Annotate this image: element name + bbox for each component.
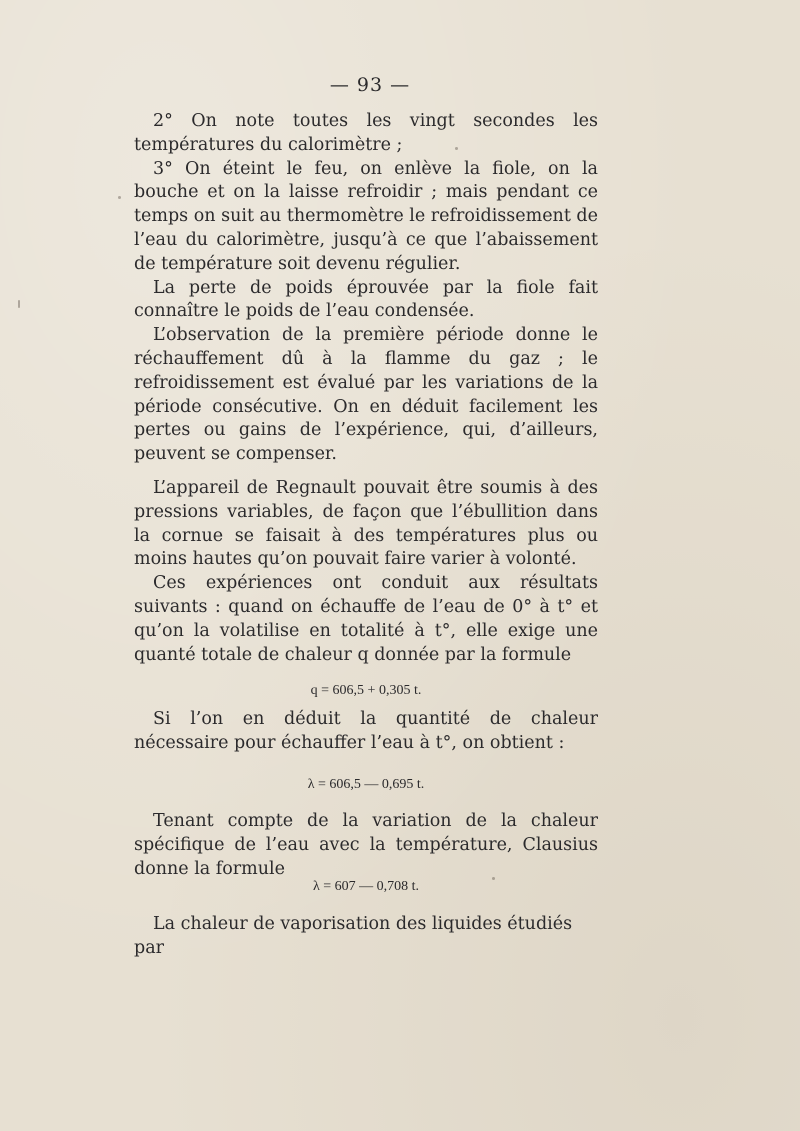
paragraph: L’appareil de Regnault pouvait être soumis à des pressions variables, de façon que l’ébullition dans la cornue se faisait à des températures plus ou moins hautes qu’on pouvait faire varier à volonté. — [134, 478, 598, 570]
text-block-middle — [134, 477, 598, 667]
paragraph: Ces expériences ont conduit aux résultats suivants : quand on échauffe de l’eau de 0° à t° et qu’on la volatilise en totalité à t°, elle exige une quanté totale de chaleur q donnée par la formule — [134, 573, 598, 665]
paragraph: 2° On note toutes les vingt secondes les températures du calorimètre ; — [134, 111, 598, 155]
text-block-after-formula-1 — [134, 708, 598, 756]
paper-speck — [118, 196, 121, 199]
text-block-last — [134, 913, 598, 961]
paragraph: L’observation de la première période donne le réchauffement dû à la flamme du gaz ; le refroidissement est évalué par les variations de la période consécutive. On en déduit facilement les pertes ou gains de l’expérience, qui, d’ailleurs, peuvent se compenser. — [134, 325, 598, 465]
formula-q: q = 606,5 + 0,305 t. — [310, 683, 422, 698]
formula-lambda-1: λ = 606,5 — 0,695 t. — [307, 777, 425, 792]
page-number: — 93 — — [329, 74, 411, 96]
text-block-after-formula-2 — [134, 810, 598, 881]
formula-lambda-2: λ = 607 — 0,708 t. — [312, 879, 420, 894]
paragraph: Tenant compte de la variation de la chaleur spécifique de l’eau avec la température, Clausius donne la formule — [134, 811, 598, 879]
paragraph: La chaleur de vaporisation des liquides étudiés par — [134, 914, 573, 958]
text-block-top — [134, 110, 598, 467]
paper-speck — [492, 877, 495, 880]
paragraph: La perte de poids éprouvée par la fiole fait connaître le poids de l’eau condensée. — [134, 277, 598, 322]
paragraph: Si l’on en déduit la quantité de chaleur nécessaire pour échauffer l’eau à t°, on obtient : — [134, 709, 598, 753]
paragraph: 3° On éteint le feu, on enlève la fiole, on la bouche et on la laisse refroidir ; mais pendant ce temps on suit au thermomètre le refroidissement de l’eau du calorimètre, jusqu’à ce que l’abaissement de température soit devenu régulier. — [134, 158, 598, 274]
paper-speck — [455, 147, 458, 150]
paper-speck — [18, 300, 20, 308]
